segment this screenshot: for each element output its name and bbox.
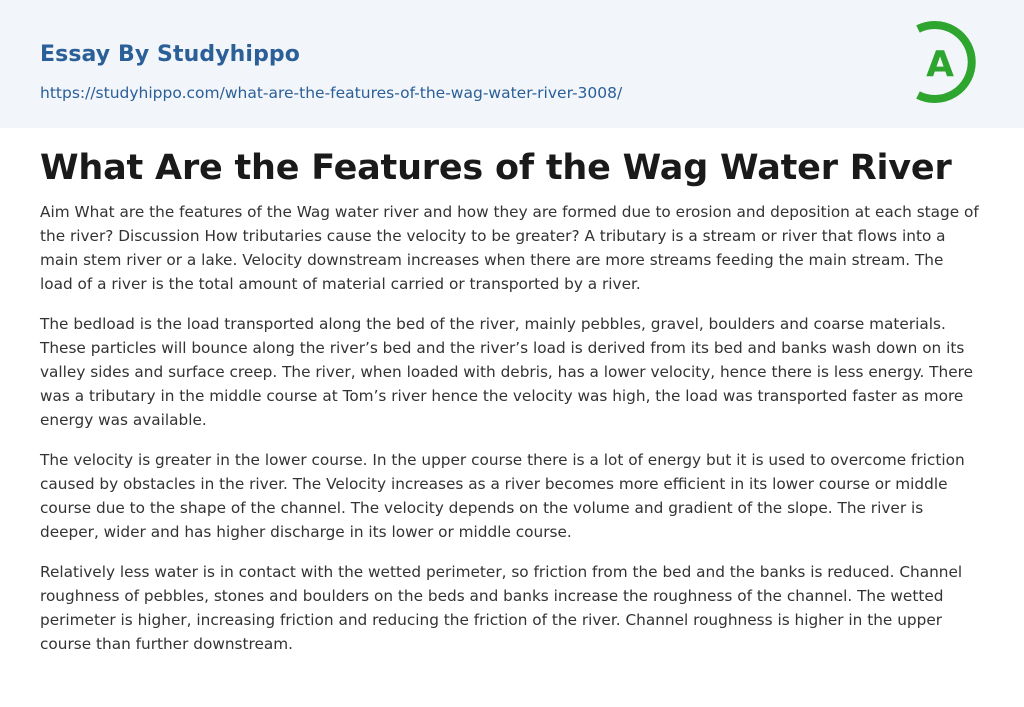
site-header bbox=[0, 0, 1024, 128]
brand-title[interactable]: Essay By Studyhippo bbox=[40, 42, 300, 67]
article-paragraph-3: The velocity is greater in the lower course. In the upper course there is a lot of energy but it is used to overcome friction caused by obstacles in the river. The Velocity increases as a river becomes more efficient in its lower course or middle course due to the shape of the channel. The velocity depends on the volume and gradient of the slope. The river is deeper, wider and has higher discharge in its lower or middle course. bbox=[40, 451, 965, 541]
studyhippo-logo-icon[interactable] bbox=[912, 19, 986, 105]
article-paragraph-1: Aim What are the features of the Wag water river and how they are formed due to erosion and deposition at each stage of the river? Discussion How tributaries cause the velocity to be greater? A tributary is a stream or river that flows into a main stem river or a lake. Velocity downstream increases when there are more streams feeding the main stream. The load of a river is the total amount of material carried or transported by a river. bbox=[40, 203, 979, 293]
page-url-link[interactable]: https://studyhippo.com/what-are-the-features-of-the-wag-water-river-3008/ bbox=[40, 84, 623, 102]
article-paragraph-4: Relatively less water is in contact with the wetted perimeter, so friction from the bed and the banks is reduced. Channel roughness of pebbles, stones and boulders on the beds and banks increase the roughness of the channel. The wetted perimeter is higher, increasing friction and reducing the friction of the river. Channel roughness is higher in the upper course than further downstream. bbox=[40, 563, 963, 653]
logo-letter: A bbox=[926, 44, 954, 85]
article-paragraph-2: The bedload is the load transported along the bed of the river, mainly pebbles, gravel, boulders and coarse materials. These particles will bounce along the river’s bed and the river’s load is derived from its bed and banks wash down on its valley sides and surface creep. The river, when loaded with debris, has a lower velocity, hence there is less energy. There was a tributary in the middle course at Tom’s river hence the velocity was high, the load was transported faster as more energy was available. bbox=[40, 315, 973, 429]
article bbox=[40, 146, 980, 672]
article-title: What Are the Features of the Wag Water River bbox=[40, 148, 952, 188]
